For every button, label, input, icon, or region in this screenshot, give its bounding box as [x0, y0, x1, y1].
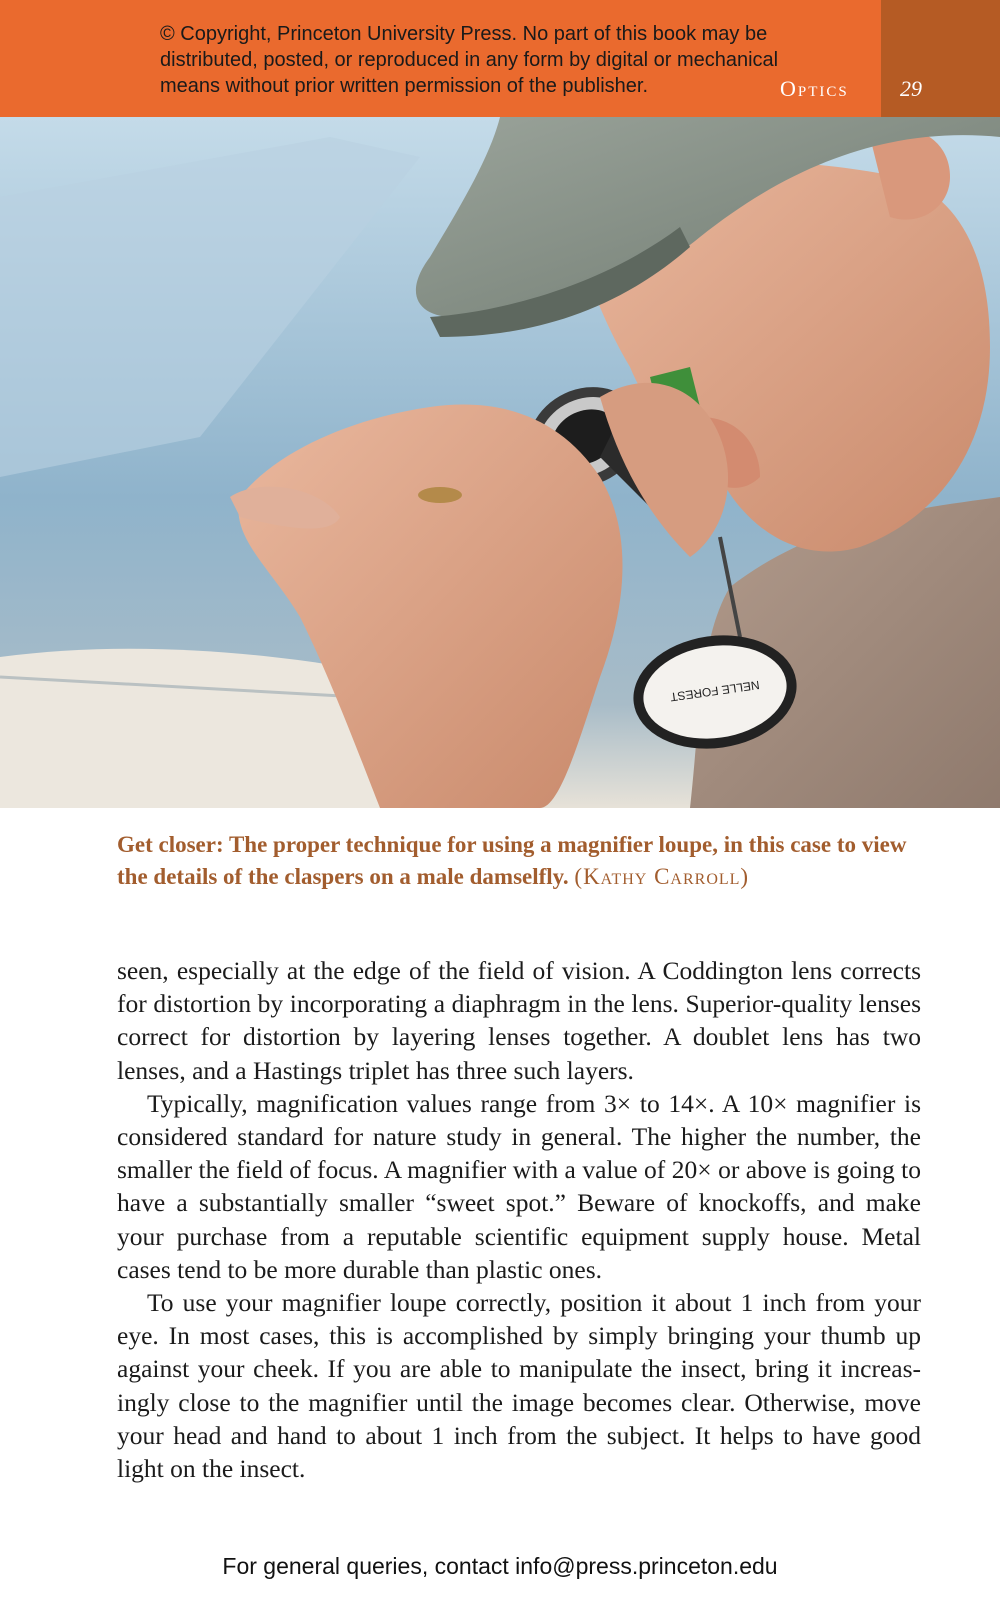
paragraph: Typically, magnification values range from 3× to 14×. A 10× magnifier is considered standard for nature study in general. The higher the number, the smaller the field of focus. A magnifier with a value of 20× or above is going to have a substantially smaller “sweet spot.” Beware of knockoffs, and make your purchase from a reputable scientific equipment supply house. Metal cases tend to be more durable than plastic ones. — [117, 1088, 921, 1284]
footer-contact: For general queries, contact info@press.princeton.edu — [222, 1553, 778, 1579]
tag-text: NELLE FOREST — [669, 677, 761, 705]
photo-illustration — [0, 117, 1000, 808]
copyright-line: means without prior written permission of the publisher. — [160, 75, 649, 97]
figure-caption — [117, 829, 907, 893]
photo-magnifier-loupe — [0, 117, 1000, 808]
page-number: 29 — [900, 76, 922, 101]
page-number-tab — [881, 0, 1000, 117]
photo-credit: (Kathy Carroll) — [574, 864, 750, 889]
caption-text: Get closer: The proper technique for using a magnifier loupe, in this case to view the details of the claspers on a male damselfly. — [117, 832, 907, 889]
section-title: Optics — [780, 76, 849, 101]
body-text — [117, 954, 921, 1485]
copyright-notice — [160, 21, 860, 99]
copyright-line: © Copyright, Princeton University Press. No part of this book may be — [160, 23, 768, 45]
paragraph: seen, especially at the edge of the field of vision. A Coddington lens corrects for distortion by incorporating a diaphragm in the lens. Superior-quality lenses correct for distortion by layering lenses together. A doublet lens has two lenses, and a Hastings triplet has three such layers. — [117, 956, 921, 1085]
copyright-line: distributed, posted, or reproduced in any form by digital or mechanical — [160, 49, 779, 71]
paragraph: To use your magnifier loupe correctly, position it about 1 inch from your eye. In most cases, this is accomplished by simply bringing your thumb up against your cheek. If you are able to manipulate the insect, bring it increasingly close to the magnifier until the image becomes clear. Otherwise, move your head and hand to about 1 inch from the subject. It helps to have good light on the insect. — [117, 1288, 921, 1484]
